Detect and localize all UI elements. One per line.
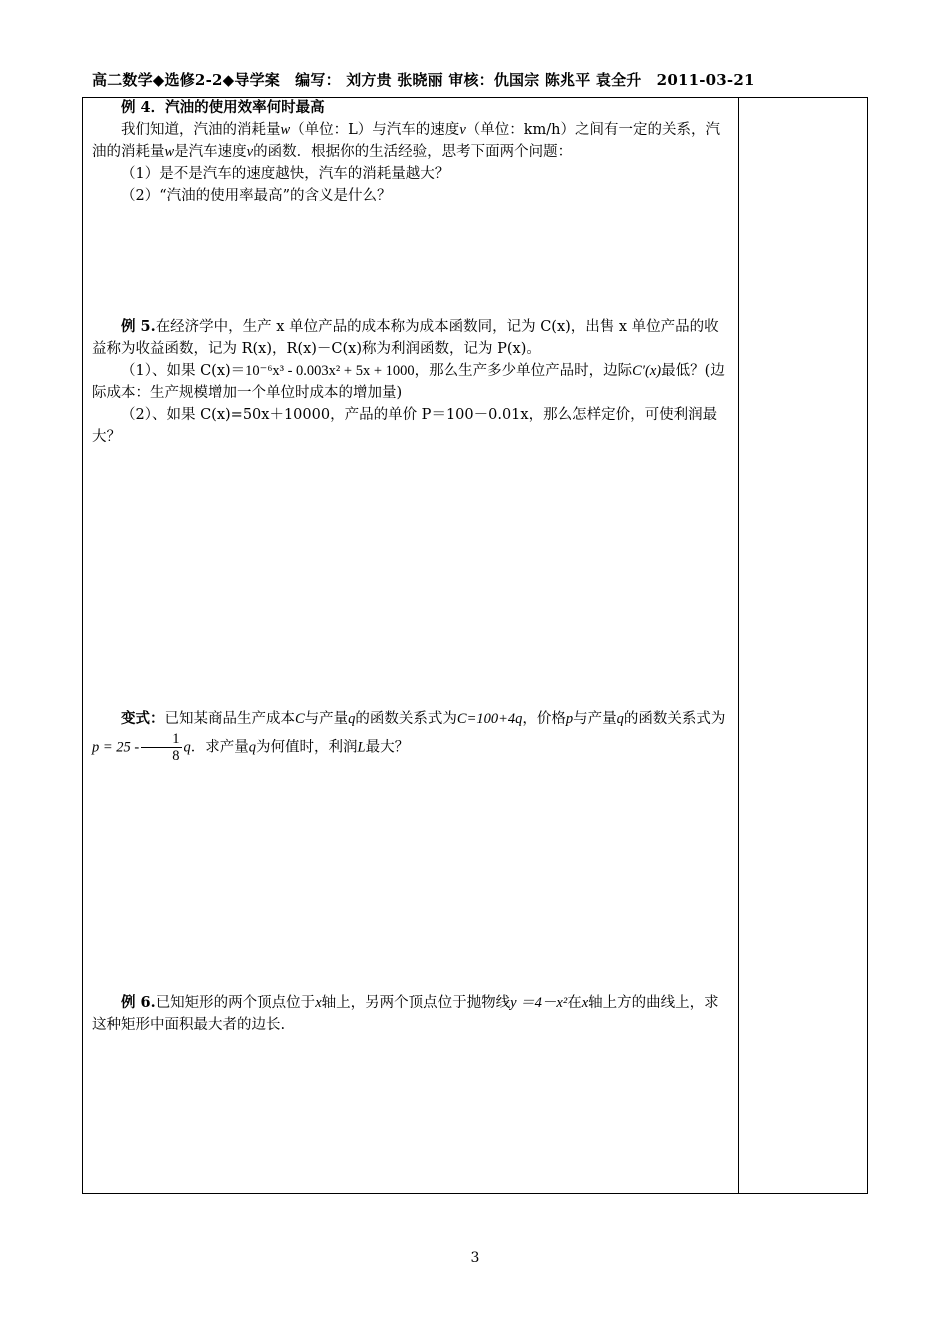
example-4-text: 我们知道，汽油的消耗量w（单位：L）与汽车的速度v（单位：km/h）之间有一定的关系，汽油的消耗量w是汽车速度v的函数．根据你的生活经验，思考下面两个问题： xyxy=(92,122,721,160)
example-4-title: 例 4．汽油的使用效率何时最高 xyxy=(121,99,325,116)
variant-problem xyxy=(92,707,732,764)
example-6 xyxy=(92,992,732,1036)
example-4 xyxy=(92,97,732,207)
fraction-one-eighth: $\frac{1}{8}$ xyxy=(141,731,181,764)
example-5 xyxy=(92,316,732,448)
variant-text: 变式：已知某商品生产成本C与产量q的函数关系式为C=100+4q，价格p与产量q的函数关系式为p = 25 - $\frac{1}{8}$ q．求产量q为何值时，利润L最大？ xyxy=(92,710,726,764)
example-6-text: 例 6.已知矩形的两个顶点位于x轴上，另两个顶点位于抛物线y ＝4－x²在x轴上方的曲线上，求这种矩形中面积最大者的边长. xyxy=(92,994,719,1033)
example-5-intro: 例 5.在经济学中，生产 x 单位产品的成本称为成本函数同，记为 C(x)，出售 x 单位产品的收益称为收益函数，记为 R(x)，R(x)－C(x)称为利润函数，记为 P(x)。 xyxy=(92,318,719,357)
example-5-question-1: （1）、如果 C(x)＝10⁻⁶x³ - 0.003x² + 5x + 1000，那么生产多少单位产品时，边际C′(x)最低？(边际成本：生产规模增加一个单位时成本的增加量) xyxy=(92,363,725,401)
page-header: 高二数学◆选修2-2◆导学案 编写： 刘方贵 张晓丽 审核：仇国宗 陈兆平 袁全升 2011-03-21 xyxy=(92,71,755,89)
example-4-question-2: （2）“汽油的使用率最高”的含义是什么？ xyxy=(121,188,392,204)
notes-column-divider xyxy=(738,97,739,1194)
example-4-question-1: （1）是不是汽车的速度越快，汽车的消耗量越大？ xyxy=(121,166,450,182)
page-number: 3 xyxy=(470,1250,480,1266)
example-5-question-2: （2）、如果 C(x)=50x＋10000，产品的单价 P＝100－0.01x，那么怎样定价，可使利润最大？ xyxy=(92,407,718,445)
